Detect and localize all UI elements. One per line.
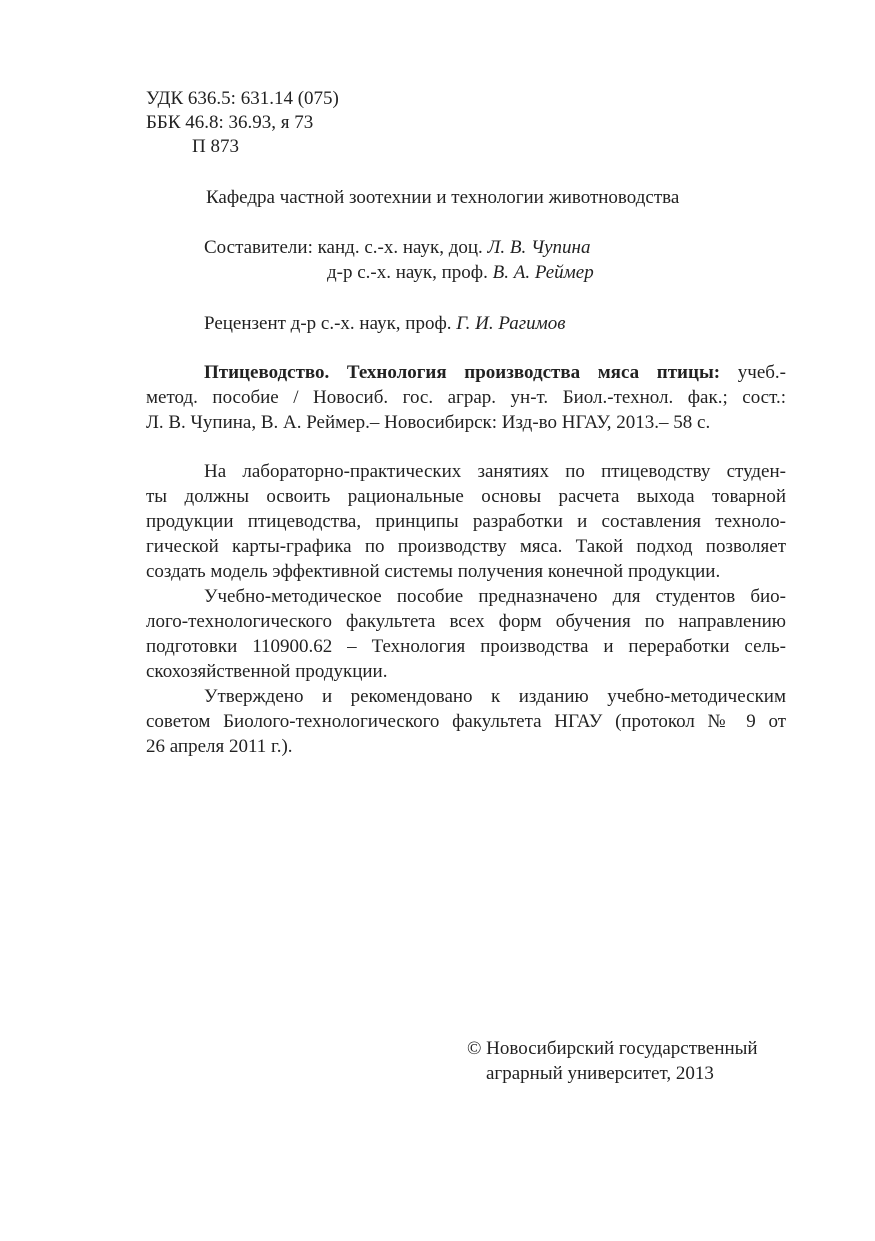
bib-line-2: метод. пособие / Новосиб. гос. аграр. ун-т. Биол.-технол. фак.; сост.:	[146, 387, 786, 408]
abstract-p1-line: создать модель эффективной системы получения конечной продукции.	[146, 561, 721, 582]
bib-line-1: Птицеводство. Технология производства мяса птицы: учеб.-	[204, 362, 787, 383]
book-title: Птицеводство. Технология производства мяса птицы:	[204, 362, 721, 383]
abstract-p2-line: скохозяйственной продукции.	[146, 661, 388, 682]
compilers-label: Составители: канд. с.-х. наук, доц.	[204, 237, 488, 258]
reviewer-name: Г. И. Рагимов	[456, 313, 566, 334]
abstract-p1-line: гической карты-графика по производству мяса. Такой подход позволяет	[146, 536, 786, 557]
author-code: П 873	[192, 136, 239, 157]
abstract-p1-line: ты должны освоить рациональные основы расчета выхода товарной	[146, 486, 786, 507]
reviewer-line	[204, 311, 566, 336]
abstract	[146, 459, 786, 759]
compiler-title-2: д-р с.-х. наук, проф.	[327, 262, 493, 283]
abstract-p2-line: лого-технологического факультета всех форм обучения по направлению	[146, 611, 786, 632]
compilers-line-2	[327, 260, 594, 285]
bbk-code: ББК 46.8: 36.93, я 73	[146, 112, 314, 133]
abstract-p3-line: советом Биолого-технологического факультета НГАУ (протокол № 9 от	[146, 711, 786, 732]
compilers-line-1	[204, 235, 590, 260]
abstract-p3-line: 26 апреля 2011 г.).	[146, 736, 293, 757]
abstract-p1-line: продукции птицеводства, принципы разработки и составления техноло-	[146, 511, 786, 532]
copyright-line-2: аграрный университет, 2013	[486, 1063, 714, 1084]
compiler-name-2: В. А. Реймер	[492, 262, 594, 283]
reviewer-label: Рецензент д-р с.-х. наук, проф.	[204, 313, 457, 334]
abstract-p1-line: На лабораторно-практических занятиях по птицеводству студен-	[204, 461, 786, 482]
department-name: Кафедра частной зоотехнии и технологии животноводства	[206, 187, 680, 208]
abstract-p3-line: Утверждено и рекомендовано к изданию учебно-методическим	[204, 686, 786, 707]
abstract-p2-line: подготовки 110900.62 – Технология производства и переработки сель-	[146, 636, 786, 657]
compiler-name-1: Л. В. Чупина	[487, 237, 591, 258]
abstract-p2-line: Учебно-методическое пособие предназначено для студентов био-	[204, 586, 786, 607]
copyright-line-1: © Новосибирский государственный	[467, 1038, 758, 1059]
udk-code: УДК 636.5: 631.14 (075)	[146, 88, 339, 109]
bib-line-3: Л. В. Чупина, В. А. Реймер.– Новосибирск: Изд-во НГАУ, 2013.– 58 с.	[146, 412, 711, 433]
bibliographic-description	[146, 360, 786, 435]
